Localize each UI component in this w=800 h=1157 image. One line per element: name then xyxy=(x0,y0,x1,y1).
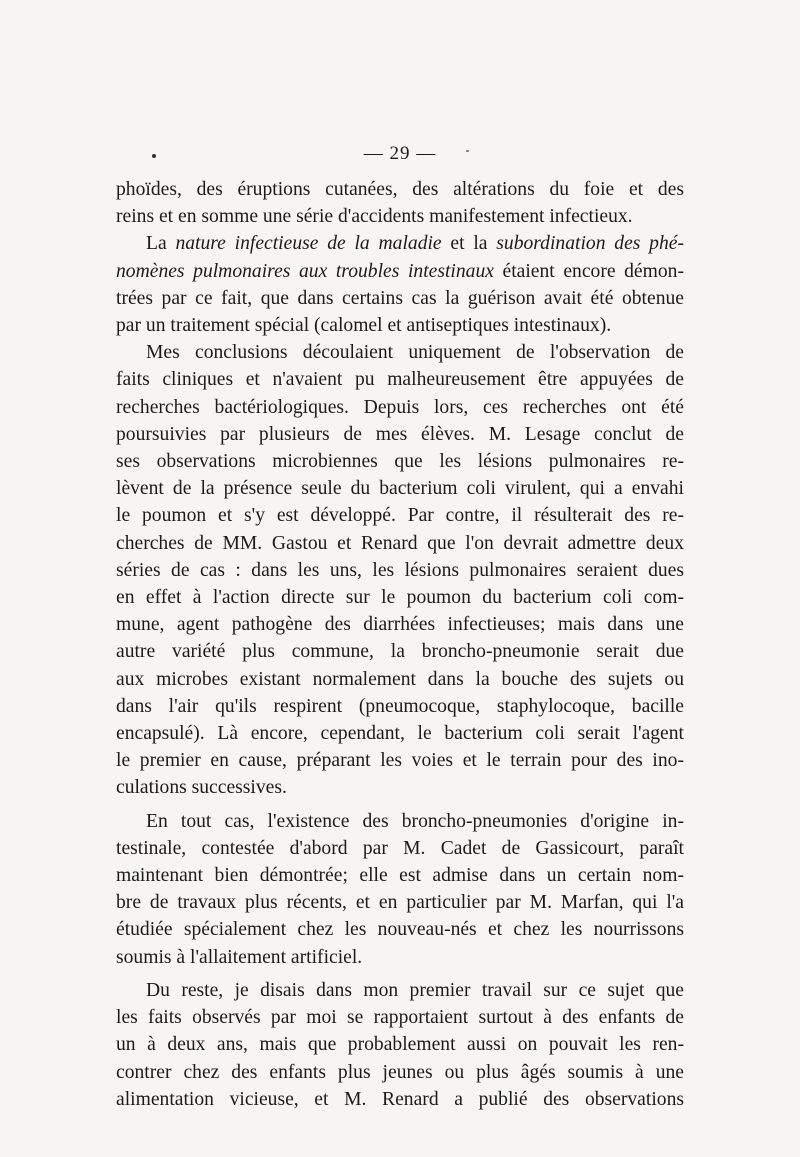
text-run: étaient encore démon- xyxy=(493,260,684,282)
page-number: — 29 — xyxy=(363,143,437,164)
text-line: le poumon et s'y est développé. Par contre, il résulterait des re- xyxy=(116,505,684,527)
text-line: aux microbes existant normalement dans la bouche des sujets ou xyxy=(116,668,684,690)
text-line: ses observations microbiennes que les lésions pulmonaires re- xyxy=(116,451,684,473)
body-text xyxy=(116,176,684,1113)
text-line: poursuivies par plusieurs de mes élèves. M. Lesage conclut de xyxy=(116,423,684,445)
text-line: phoïdes, des éruptions cutanées, des altérations du foie et des xyxy=(116,179,684,200)
text-line xyxy=(116,258,684,285)
text-line: mune, agent pathogène des diarrhées infectieuses; mais dans une xyxy=(116,614,684,636)
text-line: alimentation vicieuse, et M. Renard a publié des observations xyxy=(116,1088,684,1110)
text-line: le premier en cause, préparant les voies et le terrain pour des ino- xyxy=(116,750,684,772)
text-line: par un traitement spécial (calomel et antiseptiques intestinaux). xyxy=(116,315,612,337)
text-line: trées par ce fait, que dans certains cas la guérison avait été obtenue xyxy=(116,287,684,309)
text-run: La xyxy=(146,233,176,255)
text-line: autre variété plus commune, la broncho-pneumonie serait due xyxy=(116,641,684,663)
text-line: dans l'air qu'ils respirent (pneumocoque, staphylocoque, bacille xyxy=(116,695,684,717)
text-line: bre de travaux plus récents, et en particulier par M. Marfan, qui l'a xyxy=(116,892,684,914)
text-line: faits cliniques et n'avaient pu malheureusement être appuyées de xyxy=(116,369,684,391)
text-line: en effet à l'action directe sur le poumon du bacterium coli com- xyxy=(116,587,684,609)
text-line: séries de cas : dans les uns, les lésions pulmonaires seraient dues xyxy=(116,559,684,581)
text-line: maintenant bien démontrée; elle est admise dans un certain nom- xyxy=(116,865,684,887)
text-line: un à deux ans, mais que probablement aussi on pouvait les ren- xyxy=(116,1034,684,1056)
text-line: encapsulé). Là encore, cependant, le bacterium coli serait l'agent xyxy=(116,723,684,745)
text-line: cherches de MM. Gastou et Renard que l'on devrait admettre deux xyxy=(116,532,684,554)
text-line: culations successives. xyxy=(116,777,287,799)
emphasis-text: nature infectieuse de la maladie xyxy=(175,233,442,255)
text-line: soumis à l'allaitement artificiel. xyxy=(116,946,363,968)
emphasis-text: nomènes pulmonaires aux troubles intestinaux xyxy=(116,260,494,282)
text-line: Mes conclusions découlaient uniquement de l'observation de xyxy=(146,342,684,364)
text-line: reins et en somme une série d'accidents manifestement infectieux. xyxy=(116,206,633,228)
text-line: étudiée spécialement chez les nouveau-nés et chez les nourrissons xyxy=(116,919,684,941)
text-line xyxy=(116,230,684,257)
text-line: contrer chez des enfants plus jeunes ou plus âgés soumis à une xyxy=(116,1061,684,1083)
text-line: recherches bactériologiques. Depuis lors, ces recherches ont été xyxy=(116,396,684,418)
text-line: testinale, contestée d'abord par M. Cadet de Gassicourt, paraît xyxy=(116,837,684,859)
emphasis-text: subordination des phé- xyxy=(496,233,684,255)
text-line: Du reste, je disais dans mon premier travail sur ce sujet que xyxy=(146,979,684,1001)
text-line: les faits observés par moi se rapportaient surtout à des enfants de xyxy=(116,1007,684,1029)
text-line: lèvent de la présence seule du bacterium coli virulent, qui a envahi xyxy=(116,478,684,500)
text-line: En tout cas, l'existence des broncho-pneumonies d'origine in- xyxy=(146,810,684,832)
text-run: et la xyxy=(441,233,497,255)
